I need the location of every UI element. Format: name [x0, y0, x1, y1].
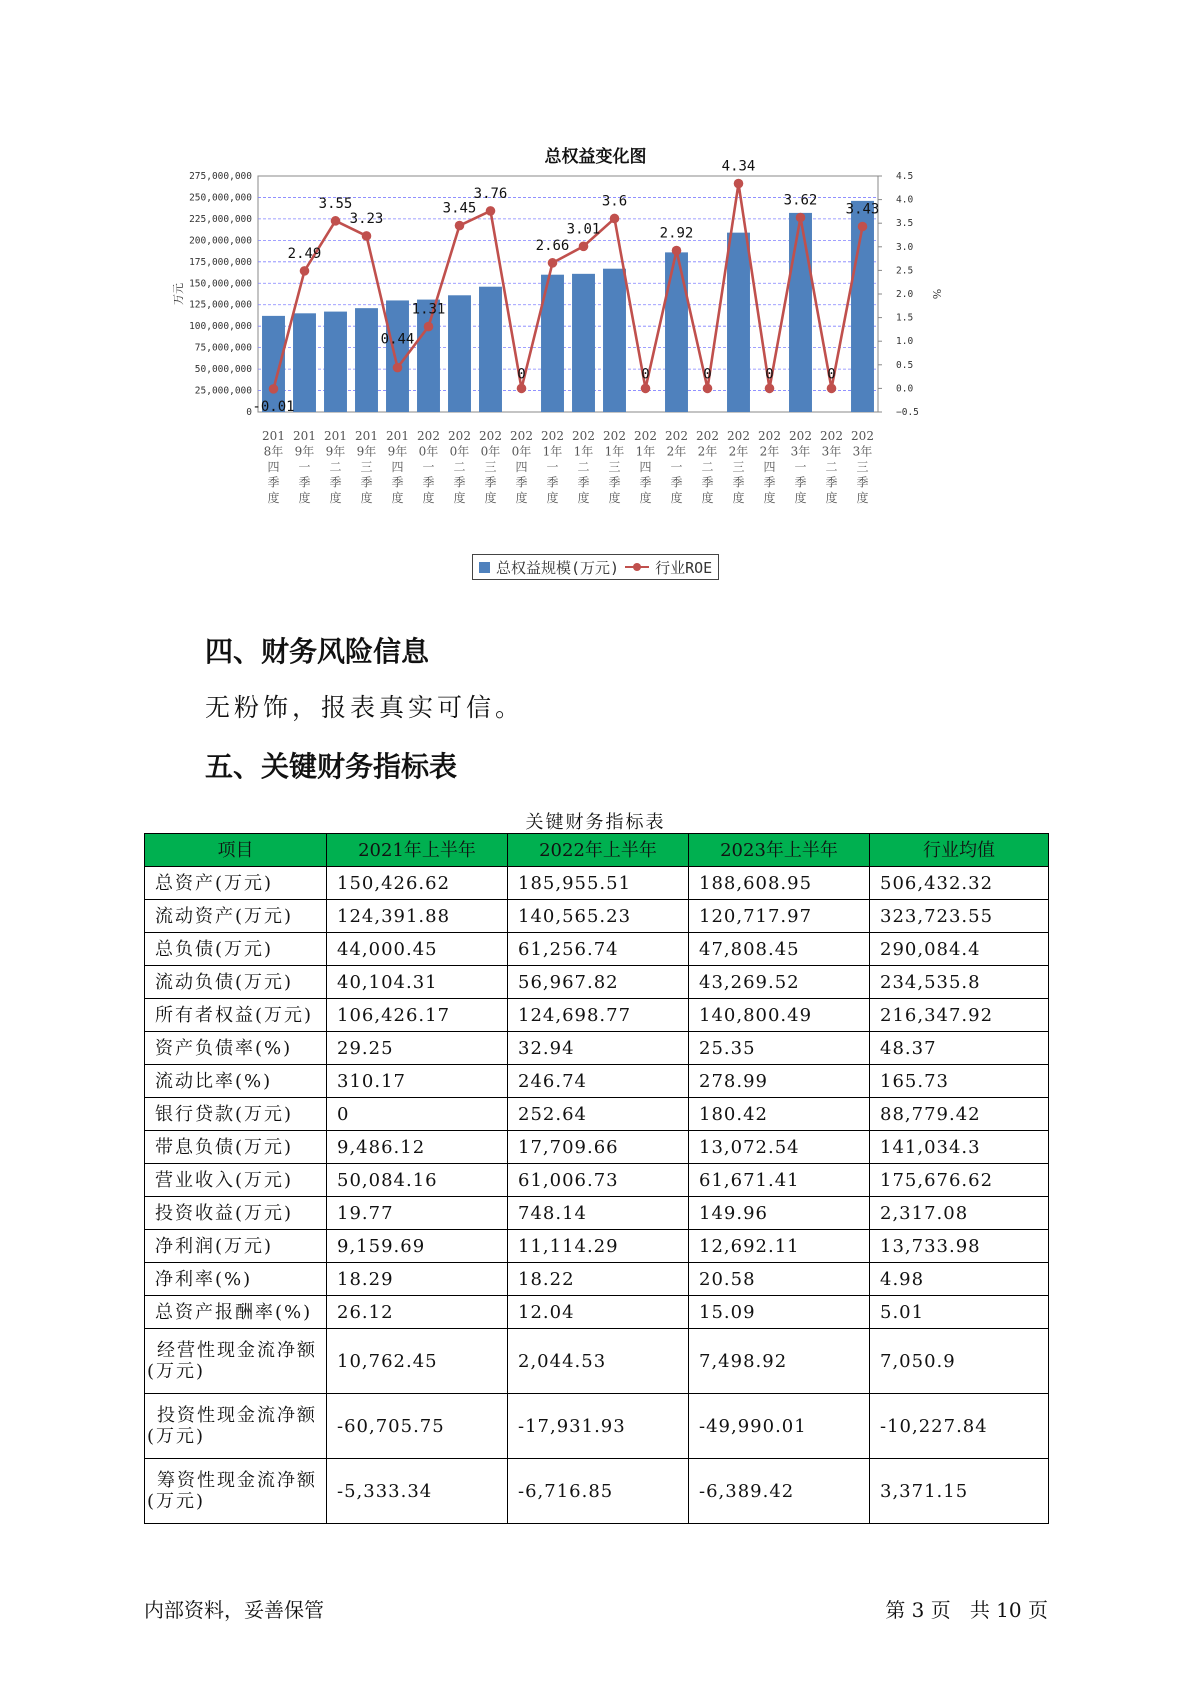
data-label: 3.23: [349, 210, 384, 227]
x-tick-label: 一: [298, 460, 311, 474]
x-tick-label: 三: [856, 460, 869, 474]
roe-point: [703, 384, 713, 394]
roe-point: [269, 384, 279, 394]
x-tick-label: 度: [794, 491, 807, 505]
x-tick-label: 三: [608, 460, 621, 474]
x-tick-label: 季: [763, 475, 776, 490]
table-header-row: [145, 834, 1049, 867]
x-tick-label: 202: [665, 429, 688, 443]
y2-tick-label: 0.0: [896, 383, 914, 395]
x-tick-label: 202: [789, 429, 812, 443]
x-tick-label: 度: [732, 491, 745, 505]
table-cell: 48.37: [870, 1032, 1049, 1065]
x-tick-label: 季: [639, 475, 652, 490]
data-label: 1.31: [411, 301, 446, 318]
table-cell: 106,426.17: [327, 999, 508, 1032]
kpi-table: [144, 833, 1049, 1524]
data-label: -0.01: [252, 398, 295, 415]
x-tick-label: 202: [541, 429, 564, 443]
row-label: 带息负债(万元): [145, 1131, 327, 1164]
x-tick-label: 8年: [263, 444, 284, 459]
table-cell: 10,762.45: [327, 1329, 508, 1394]
x-tick-label: 季: [484, 475, 497, 490]
x-tick-label: 9年: [325, 444, 346, 459]
table-cell: 3,371.15: [870, 1459, 1049, 1524]
x-tick-label: 201: [262, 429, 285, 443]
x-tick-label: 度: [484, 491, 497, 505]
roe-point: [827, 384, 837, 394]
roe-point: [579, 242, 589, 252]
legend-bar-label: 总权益规模(万元): [496, 558, 620, 577]
table-cell: 175,676.62: [870, 1164, 1049, 1197]
data-label: 0.44: [380, 331, 415, 348]
table-cell: -10,227.84: [870, 1394, 1049, 1459]
x-tick-label: 3年: [790, 444, 811, 459]
table-header: 2023年上半年: [689, 834, 870, 867]
x-tick-label: 季: [329, 475, 342, 490]
row-label: 所有者权益(万元): [145, 999, 327, 1032]
x-tick-label: 202: [634, 429, 657, 443]
table-row: [145, 867, 1049, 900]
roe-point: [610, 214, 620, 224]
y2-tick-label: −0.5: [896, 407, 919, 418]
table-cell: 47,808.45: [689, 933, 870, 966]
x-tick-label: 202: [603, 429, 626, 443]
roe-point: [393, 363, 403, 373]
roe-point: [641, 384, 651, 394]
table-cell: 13,733.98: [870, 1230, 1049, 1263]
table-cell: 12,692.11: [689, 1230, 870, 1263]
x-tick-label: 2年: [666, 444, 687, 459]
roe-point: [517, 384, 527, 394]
x-tick-label: 3年: [852, 444, 873, 459]
y2-tick-label: 0.5: [896, 359, 914, 371]
x-tick-label: 季: [546, 475, 559, 490]
data-label: 3.01: [566, 221, 601, 238]
x-tick-label: 一: [794, 460, 807, 474]
y2-tick-label: 1.0: [896, 336, 914, 348]
table-cell: 7,498.92: [689, 1329, 870, 1394]
table-row: [145, 933, 1049, 966]
x-tick-label: 季: [298, 475, 311, 490]
table-cell: 188,608.95: [689, 867, 870, 900]
table-row: [145, 1164, 1049, 1197]
x-tick-label: 三: [484, 460, 497, 474]
bar: [572, 274, 595, 412]
roe-point: [765, 384, 775, 394]
x-tick-label: 1年: [573, 444, 594, 459]
data-label: 0: [517, 366, 526, 383]
x-tick-label: 0年: [511, 444, 532, 459]
table-cell: 165.73: [870, 1065, 1049, 1098]
row-label: 净利率(%): [145, 1263, 327, 1296]
table-cell: 15.09: [689, 1296, 870, 1329]
x-tick-label: 四: [639, 460, 652, 474]
roe-point: [858, 222, 868, 232]
x-tick-label: 度: [856, 491, 869, 505]
page-number: 第 3 页 共 10 页: [885, 1598, 1048, 1622]
x-tick-label: 0年: [418, 444, 439, 459]
row-label: 总资产报酬率(%): [145, 1296, 327, 1329]
roe-point: [734, 179, 744, 189]
y-tick-label: 175,000,000: [189, 256, 252, 268]
x-tick-label: 一: [670, 460, 683, 474]
table-cell: 40,104.31: [327, 966, 508, 999]
section4-text: 无粉饰，报表真实可信。: [205, 693, 525, 722]
x-tick-label: 度: [329, 491, 342, 505]
y-tick-label: 200,000,000: [189, 235, 252, 247]
data-label: 0: [765, 366, 774, 383]
x-tick-label: 度: [608, 491, 621, 505]
table-cell: 56,967.82: [508, 966, 689, 999]
x-tick-label: 9年: [387, 444, 408, 459]
x-tick-label: 季: [577, 475, 590, 490]
x-tick-label: 二: [825, 460, 838, 474]
y-tick-label: 50,000,000: [194, 364, 252, 376]
table-row: [145, 1098, 1049, 1131]
x-tick-label: 度: [515, 491, 528, 505]
table-cell: 290,084.4: [870, 933, 1049, 966]
row-label: 投资收益(万元): [145, 1197, 327, 1230]
roe-point: [331, 216, 341, 226]
table-cell: 26.12: [327, 1296, 508, 1329]
x-tick-label: 季: [608, 475, 621, 490]
table-cell: 278.99: [689, 1065, 870, 1098]
x-tick-label: 2年: [728, 444, 749, 459]
x-tick-label: 季: [515, 475, 528, 490]
data-label: 2.66: [535, 237, 570, 254]
data-label: 2.49: [287, 245, 322, 262]
table-cell: 180.42: [689, 1098, 870, 1131]
row-label: 总资产(万元): [145, 867, 327, 900]
x-tick-label: 202: [727, 429, 750, 443]
table-row: [145, 1230, 1049, 1263]
x-tick-label: 一: [422, 460, 435, 474]
x-tick-label: 202: [417, 429, 440, 443]
table-cell: 11,114.29: [508, 1230, 689, 1263]
data-label: 4.34: [721, 158, 756, 175]
table-cell: 124,698.77: [508, 999, 689, 1032]
x-tick-label: 201: [355, 429, 378, 443]
x-tick-label: 度: [577, 491, 590, 505]
row-label: 总负债(万元): [145, 933, 327, 966]
y2-tick-label: 1.5: [896, 312, 914, 324]
table-cell: 12.04: [508, 1296, 689, 1329]
bar: [262, 316, 285, 412]
table-cell: 61,006.73: [508, 1164, 689, 1197]
y-tick-label: 0: [246, 407, 252, 418]
table-header: 行业均值: [870, 834, 1049, 867]
y-tick-label: 225,000,000: [189, 213, 252, 225]
y-tick-label: 100,000,000: [189, 321, 252, 333]
y2-tick-label: 4.0: [896, 194, 914, 206]
y2-tick-label: 2.5: [896, 265, 914, 277]
table-row: [145, 900, 1049, 933]
row-label: 流动负债(万元): [145, 966, 327, 999]
x-tick-label: 度: [763, 491, 776, 505]
table-cell: 0: [327, 1098, 508, 1131]
data-label: 2.92: [659, 225, 694, 242]
x-tick-label: 2年: [697, 444, 718, 459]
table-cell: 141,034.3: [870, 1131, 1049, 1164]
y2-tick-label: 2.0: [896, 289, 914, 300]
bar: [603, 269, 626, 412]
row-label: 银行贷款(万元): [145, 1098, 327, 1131]
data-label: 0: [641, 366, 650, 383]
roe-point: [300, 266, 310, 276]
x-tick-label: 度: [267, 491, 280, 505]
chart-legend: [472, 554, 719, 580]
table-cell: 18.29: [327, 1263, 508, 1296]
table-cell: 124,391.88: [327, 900, 508, 933]
bar: [789, 213, 812, 412]
table-row: [145, 1459, 1049, 1524]
x-tick-label: 1年: [542, 444, 563, 459]
y2-tick-label: 4.5: [896, 171, 914, 182]
table-row: [145, 1197, 1049, 1230]
x-tick-label: 度: [422, 491, 435, 505]
y-axis-title: 万元: [172, 283, 185, 305]
x-tick-label: 1年: [604, 444, 625, 459]
table-cell: 4.98: [870, 1263, 1049, 1296]
x-tick-label: 四: [391, 460, 404, 474]
table-cell: -60,705.75: [327, 1394, 508, 1459]
roe-point: [672, 246, 682, 256]
x-tick-label: 四: [763, 460, 776, 474]
table-row: [145, 966, 1049, 999]
y2-tick-label: 3.0: [896, 241, 914, 253]
table-cell: -49,990.01: [689, 1394, 870, 1459]
x-tick-label: 202: [572, 429, 595, 443]
x-tick-label: 季: [794, 475, 807, 490]
table-cell: 140,565.23: [508, 900, 689, 933]
x-tick-label: 度: [391, 491, 404, 505]
x-tick-label: 四: [515, 460, 528, 474]
x-tick-label: 三: [360, 460, 373, 474]
data-label: 0: [703, 366, 712, 383]
bar: [665, 252, 688, 412]
table-cell: 234,535.8: [870, 966, 1049, 999]
y2-axis-title: %: [930, 288, 943, 300]
x-tick-label: 2年: [759, 444, 780, 459]
x-tick-label: 3年: [821, 444, 842, 459]
x-tick-label: 度: [639, 491, 652, 505]
row-label: 营业收入(万元): [145, 1164, 327, 1197]
table-cell: 323,723.55: [870, 900, 1049, 933]
x-tick-label: 季: [422, 475, 435, 490]
table-cell: 88,779.42: [870, 1098, 1049, 1131]
roe-point: [796, 213, 806, 223]
table-cell: 7,050.9: [870, 1329, 1049, 1394]
data-label: 3.76: [473, 185, 508, 202]
x-tick-label: 202: [479, 429, 502, 443]
table-cell: 50,084.16: [327, 1164, 508, 1197]
table-cell: 185,955.51: [508, 867, 689, 900]
table-cell: 149.96: [689, 1197, 870, 1230]
table-cell: 140,800.49: [689, 999, 870, 1032]
bar: [324, 312, 347, 412]
table-cell: 246.74: [508, 1065, 689, 1098]
table-header: 项目: [145, 834, 327, 867]
section5-heading: 五、关键财务指标表: [205, 750, 458, 783]
x-tick-label: 二: [453, 460, 466, 474]
table-caption: 关键财务指标表: [525, 812, 666, 833]
row-label: 流动比率(%): [145, 1065, 327, 1098]
row-label: 筹资性现金流净额(万元): [145, 1459, 327, 1524]
x-tick-label: 季: [391, 475, 404, 490]
x-tick-label: 201: [293, 429, 316, 443]
x-tick-label: 四: [267, 460, 280, 474]
x-tick-label: 度: [453, 491, 466, 505]
x-tick-label: 202: [448, 429, 471, 443]
y2-tick-label: 3.5: [896, 218, 914, 230]
table-cell: 252.64: [508, 1098, 689, 1131]
table-cell: 120,717.97: [689, 900, 870, 933]
bar: [293, 313, 316, 412]
x-tick-label: 201: [386, 429, 409, 443]
equity-chart: [172, 158, 965, 508]
bar: [727, 233, 750, 412]
y-tick-label: 150,000,000: [189, 278, 252, 290]
x-tick-label: 季: [453, 475, 466, 490]
x-tick-label: 度: [546, 491, 559, 505]
x-tick-label: 一: [546, 460, 559, 474]
x-tick-label: 季: [825, 475, 838, 490]
x-tick-label: 9年: [294, 444, 315, 459]
roe-point: [424, 322, 434, 332]
bar: [479, 287, 502, 412]
legend-line-swatch: [625, 561, 649, 573]
roe-point: [455, 221, 465, 231]
table-cell: 9,486.12: [327, 1131, 508, 1164]
x-tick-label: 202: [851, 429, 874, 443]
table-cell: 29.25: [327, 1032, 508, 1065]
x-tick-label: 季: [701, 475, 714, 490]
table-row: [145, 1131, 1049, 1164]
table-cell: 506,432.32: [870, 867, 1049, 900]
data-label: 3.6: [601, 193, 628, 210]
table-cell: 216,347.92: [870, 999, 1049, 1032]
data-label: 3.62: [783, 192, 818, 209]
table-row: [145, 1065, 1049, 1098]
roe-point: [486, 206, 496, 216]
table-row: [145, 1263, 1049, 1296]
y-tick-label: 275,000,000: [189, 171, 252, 182]
x-tick-label: 季: [267, 475, 280, 490]
table-cell: 9,159.69: [327, 1230, 508, 1263]
table-cell: 61,256.74: [508, 933, 689, 966]
table-row: [145, 1329, 1049, 1394]
x-tick-label: 度: [825, 491, 838, 505]
data-label: 3.43: [845, 201, 880, 218]
legend-bar-swatch: [479, 562, 490, 573]
table-row: [145, 1032, 1049, 1065]
x-tick-label: 度: [670, 491, 683, 505]
x-tick-label: 二: [329, 460, 342, 474]
roe-point: [548, 258, 558, 268]
roe-point: [362, 231, 372, 241]
table-cell: 5.01: [870, 1296, 1049, 1329]
x-tick-label: 季: [360, 475, 373, 490]
x-tick-label: 度: [701, 491, 714, 505]
table-cell: 17,709.66: [508, 1131, 689, 1164]
row-label: 资产负债率(%): [145, 1032, 327, 1065]
table-cell: 19.77: [327, 1197, 508, 1230]
x-tick-label: 度: [298, 491, 311, 505]
table-cell: 61,671.41: [689, 1164, 870, 1197]
x-tick-label: 二: [701, 460, 714, 474]
legend-line-label: 行业ROE: [655, 558, 713, 577]
x-tick-label: 季: [670, 475, 683, 490]
table-cell: 13,072.54: [689, 1131, 870, 1164]
table-cell: -6,716.85: [508, 1459, 689, 1524]
table-cell: 32.94: [508, 1032, 689, 1065]
table-cell: 2,317.08: [870, 1197, 1049, 1230]
bar: [448, 295, 471, 412]
y-tick-label: 125,000,000: [189, 299, 252, 311]
x-tick-label: 三: [732, 460, 745, 474]
table-cell: 150,426.62: [327, 867, 508, 900]
table-cell: 25.35: [689, 1032, 870, 1065]
row-label: 净利润(万元): [145, 1230, 327, 1263]
table-cell: 20.58: [689, 1263, 870, 1296]
x-tick-label: 0年: [480, 444, 501, 459]
x-tick-label: 0年: [449, 444, 470, 459]
table-cell: 44,000.45: [327, 933, 508, 966]
x-tick-label: 二: [577, 460, 590, 474]
table-header: 2022年上半年: [508, 834, 689, 867]
table-header: 2021年上半年: [327, 834, 508, 867]
bar: [355, 308, 378, 412]
table-row: [145, 1296, 1049, 1329]
table-cell: 18.22: [508, 1263, 689, 1296]
table-cell: -5,333.34: [327, 1459, 508, 1524]
x-tick-label: 202: [510, 429, 533, 443]
y-tick-label: 75,000,000: [194, 342, 252, 354]
row-label: 投资性现金流净额(万元): [145, 1394, 327, 1459]
footer-note: 内部资料，妥善保管: [144, 1598, 324, 1622]
section4-heading: 四、财务风险信息: [205, 635, 430, 668]
data-label: 3.45: [442, 200, 477, 217]
x-tick-label: 度: [360, 491, 373, 505]
table-cell: 43,269.52: [689, 966, 870, 999]
x-tick-label: 季: [732, 475, 745, 490]
x-tick-label: 202: [820, 429, 843, 443]
row-label: 经营性现金流净额(万元): [145, 1329, 327, 1394]
y-tick-label: 25,000,000: [194, 385, 252, 397]
row-label: 流动资产(万元): [145, 900, 327, 933]
x-tick-label: 202: [758, 429, 781, 443]
x-tick-label: 202: [696, 429, 719, 443]
x-tick-label: 9年: [356, 444, 377, 459]
chart-title: 总权益变化图: [544, 147, 647, 167]
table-row: [145, 1394, 1049, 1459]
table-cell: -6,389.42: [689, 1459, 870, 1524]
x-tick-label: 1年: [635, 444, 656, 459]
x-tick-label: 季: [856, 475, 869, 490]
table-row: [145, 999, 1049, 1032]
x-tick-label: 201: [324, 429, 347, 443]
table-cell: 2,044.53: [508, 1329, 689, 1394]
data-label: 0: [827, 366, 836, 383]
table-cell: -17,931.93: [508, 1394, 689, 1459]
data-label: 3.55: [318, 195, 353, 212]
table-cell: 310.17: [327, 1065, 508, 1098]
y-tick-label: 250,000,000: [189, 192, 252, 204]
table-cell: 748.14: [508, 1197, 689, 1230]
